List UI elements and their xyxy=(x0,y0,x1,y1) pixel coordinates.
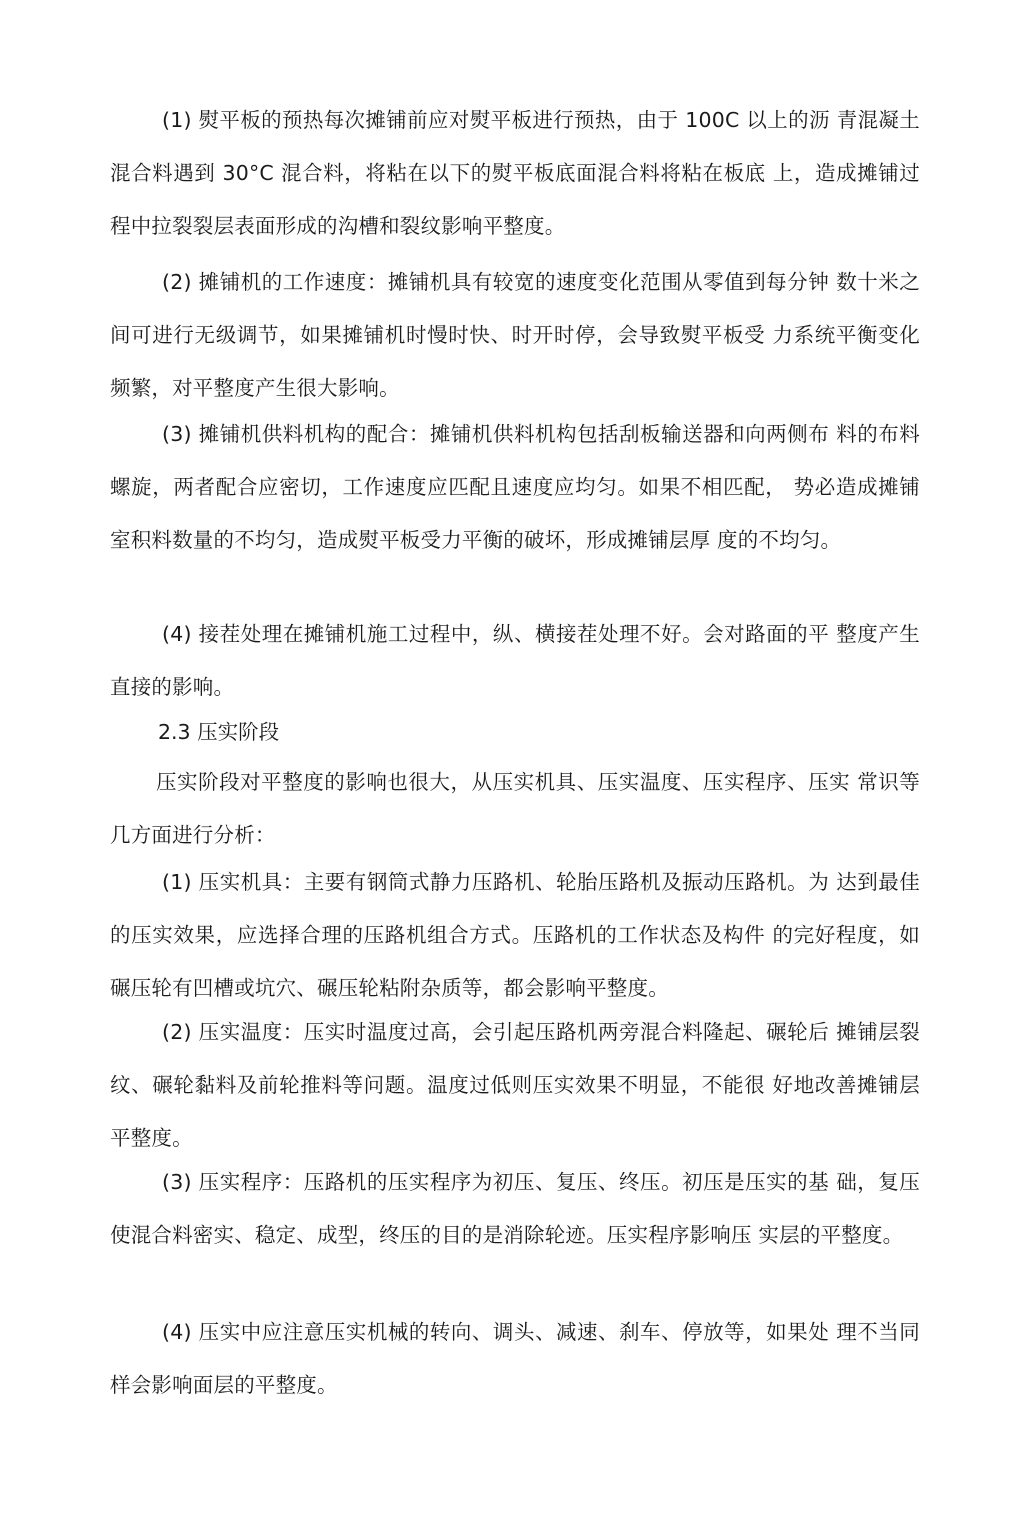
paragraph-paver-speed: (2) 摊铺机的工作速度：摊铺机具有较宽的速度变化范围从零值到每分钟 数十米之间可进行无级调节，如果摊铺机时慢时快、时开时停，会导致熨平板受 力系统平衡变化频繁，对平整度产生很大影响。 xyxy=(110,270,920,400)
paragraph-joint-treatment: (4) 接茬处理在摊铺机施工过程中，纵、横接茬处理不好。会对路面的平 整度产生直接的影响。 xyxy=(110,622,920,699)
paragraph-feeding-mechanism: (3) 摊铺机供料机构的配合：摊铺机供料机构包括刮板输送器和向两侧布 料的布料螺旋，两者配合应密切，工作速度应匹配且速度应均匀。如果不相匹配， 势必造成摊铺室积料数量的不均匀，造成熨平板受力平衡的破坏，形成摊铺层厚 度的不均匀。 xyxy=(110,422,920,552)
paragraph-compaction-temperature: (2) 压实温度：压实时温度过高，会引起压路机两旁混合料隆起、碾轮后 摊铺层裂纹、碾轮黏料及前轮推料等问题。温度过低则压实效果不明显，不能很 好地改善摊铺层平整度。 xyxy=(110,1020,920,1150)
paragraph-compaction-intro: 压实阶段对平整度的影响也很大，从压实机具、压实温度、压实程序、压实 常识等几方面进行分析： xyxy=(110,770,920,847)
paragraph-screed-preheating: (1) 熨平板的预热每次摊铺前应对熨平板进行预热，由于 100C 以上的沥 青混凝土混合料遇到 30°C 混合料，将粘在以下的熨平板底面混合料将粘在板底 上，造成摊铺过程中拉裂裂层表面形成的沟槽和裂纹影响平整度。 xyxy=(110,108,920,238)
paragraph-compaction-precautions: (4) 压实中应注意压实机械的转向、调头、减速、刹车、停放等，如果处 理不当同样会影响面层的平整度。 xyxy=(110,1320,920,1397)
section-heading-compaction: 2.3 压实阶段 xyxy=(158,720,280,744)
paragraph-compaction-equipment: (1) 压实机具：主要有钢筒式静力压路机、轮胎压路机及振动压路机。为 达到最佳的压实效果，应选择合理的压路机组合方式。压路机的工作状态及构件 的完好程度，如碾压轮有凹槽或坑穴、碾压轮粘附杂质等，都会影响平整度。 xyxy=(110,870,920,1000)
paragraph-compaction-procedure: (3) 压实程序：压路机的压实程序为初压、复压、终压。初压是压实的基 础，复压使混合料密实、稳定、成型，终压的目的是消除轮迹。压实程序影响压 实层的平整度。 xyxy=(110,1170,920,1247)
